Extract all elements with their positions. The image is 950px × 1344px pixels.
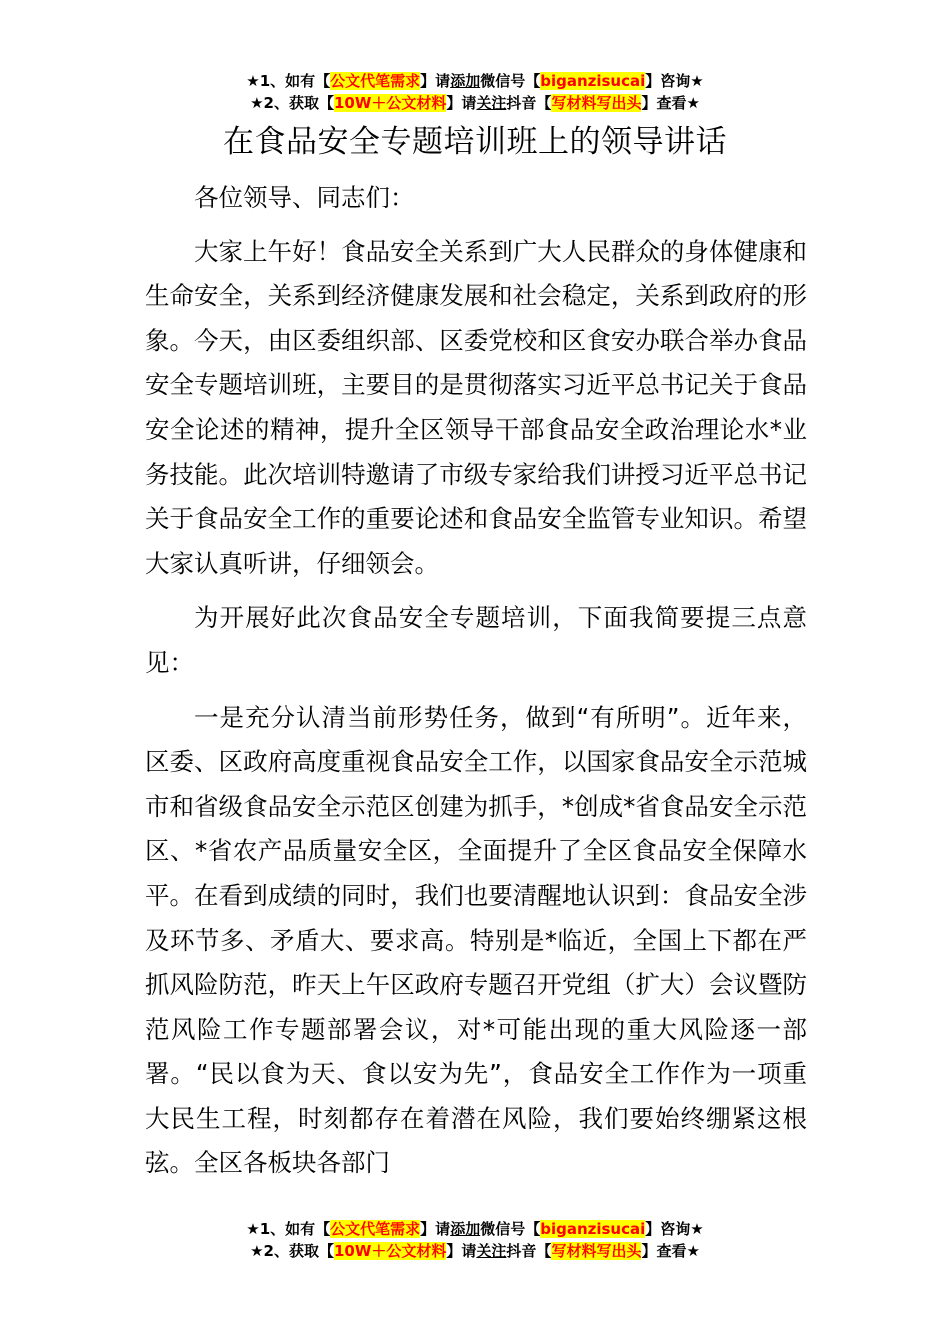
banner-text: 】请 xyxy=(446,1242,477,1260)
banner-highlight: 写材料写出头 xyxy=(551,1242,642,1260)
banner-text: 抖音【 xyxy=(506,94,552,112)
document-title: 在食品安全专题培训班上的领导讲话 xyxy=(223,124,727,160)
banner-highlight: 10W＋公文材料 xyxy=(333,94,447,112)
banner-underlined-text: 关注 xyxy=(476,1242,507,1260)
banner-text: ★2、获取【 xyxy=(250,94,334,112)
document-body xyxy=(145,176,807,1196)
greeting: 各位领导、同志们： xyxy=(194,183,415,212)
banner-highlight: 10W＋公文材料 xyxy=(333,1242,447,1260)
banner-text: 】请 xyxy=(420,1220,451,1238)
banner-underlined-text: 关注 xyxy=(476,94,507,112)
banner-text: 】咨询★ xyxy=(645,72,704,90)
banner-highlight: 公文代笔需求 xyxy=(330,1220,421,1238)
banner-text: 】请 xyxy=(420,72,451,90)
banner-text: 】咨询★ xyxy=(645,1220,704,1238)
banner-text: ★2、获取【 xyxy=(250,1242,334,1260)
paragraph: 为开展好此次食品安全专题培训，下面我简要提三点意见： xyxy=(145,603,807,677)
banner-line-2 xyxy=(0,92,950,114)
banner-text: ★1、如有【 xyxy=(246,72,331,90)
header-banner xyxy=(0,70,950,114)
banner-highlight: 公文代笔需求 xyxy=(330,72,421,90)
banner-highlight: biganzisucai xyxy=(540,1220,646,1238)
banner-text: 抖音【 xyxy=(506,1242,552,1260)
banner-underlined-text: 添加 xyxy=(450,1220,481,1238)
banner-line-1 xyxy=(0,70,950,92)
banner-line-2 xyxy=(0,1240,950,1262)
banner-underlined-text: 添加 xyxy=(450,72,481,90)
paragraph: 大家上午好！食品安全关系到广大人民群众的身体健康和生命安全，关系到经济健康发展和社会稳定，关系到政府的形象。今天，由区委组织部、区委党校和区食安办联合举办食品安全专题培训班，主要目的是贯彻落实习近平总书记关于食品安全论述的精神，提升全区领导干部食品安全政治理论水*业务技能。此次培训特邀请了市级专家给我们讲授习近平总书记关于食品安全工作的重要论述和食品安全监管专业知识。希望大家认真听讲，仔细领会。 xyxy=(145,236,807,578)
banner-text: 】查看★ xyxy=(641,94,700,112)
banner-text: ★1、如有【 xyxy=(246,1220,331,1238)
banner-text: 微信号【 xyxy=(480,72,541,90)
banner-text: 微信号【 xyxy=(480,1220,541,1238)
banner-line-1 xyxy=(0,1218,950,1240)
banner-highlight: 写材料写出头 xyxy=(551,94,642,112)
banner-highlight: biganzisucai xyxy=(540,72,646,90)
banner-text: 】查看★ xyxy=(641,1242,700,1260)
footer-banner xyxy=(0,1218,950,1262)
paragraph: 一是充分认清当前形势任务，做到“有所明”。近年来，区委、区政府高度重视食品安全工作，以国家食品安全示范城市和省级食品安全示范区创建为抓手，*创成*省食品安全示范区、*省农产品质量安全区，全面提升了全区食品安全保障水平。在看到成绩的同时，我们也要清醒地认识到：食品安全涉及环节多、矛盾大、要求高。特别是*临近，全国上下都在严抓风险防范，昨天上午区政府专题召开党组（扩大）会议暨防范风险工作专题部署会议，对*可能出现的重大风险逐一部署。“民以食为天、食以安为先”，食品安全工作作为一项重大民生工程，时刻都存在着潜在风险，我们要始终绷紧这根弦。全区各板块各部门 xyxy=(145,702,807,1178)
banner-text: 】请 xyxy=(446,94,477,112)
